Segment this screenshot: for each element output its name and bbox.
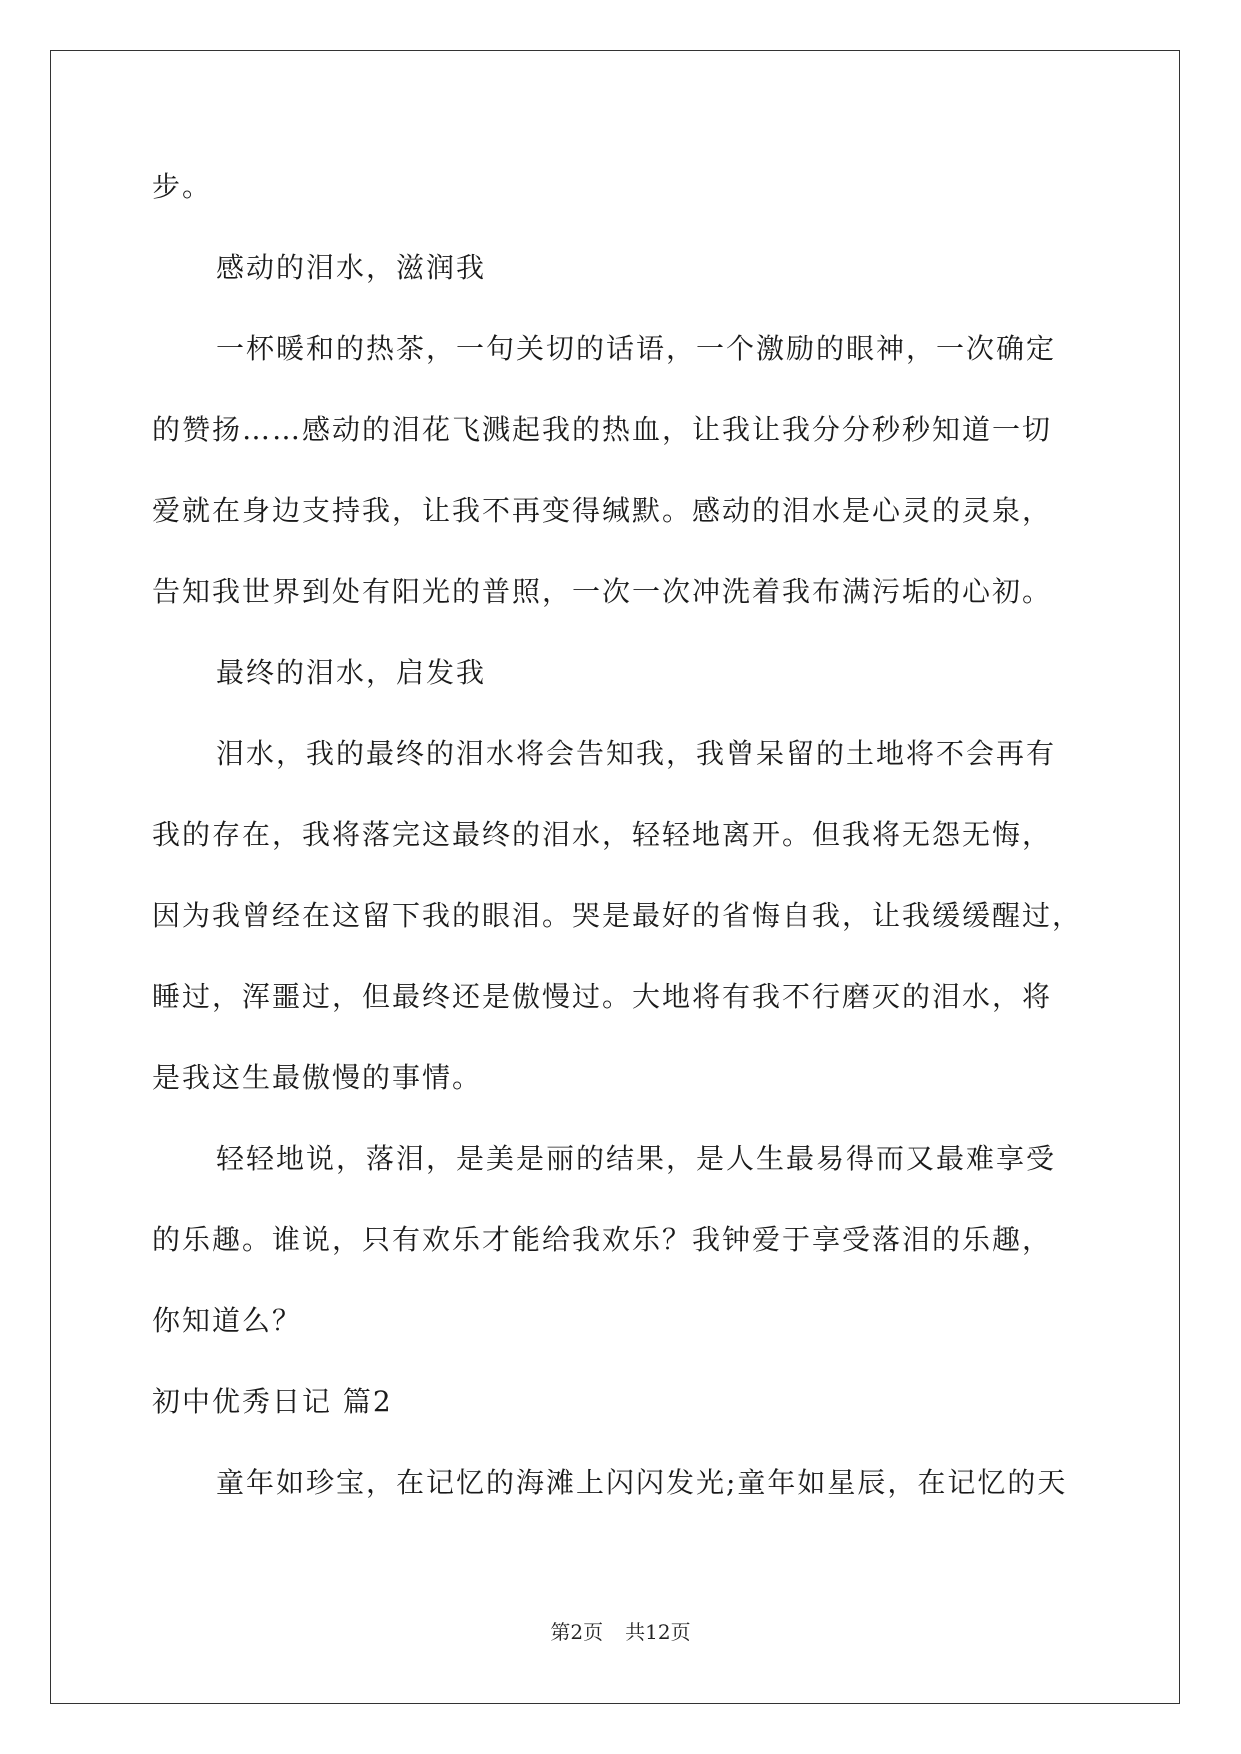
document-body <box>152 160 1092 1537</box>
text-line: 童年如珍宝，在记忆的海滩上闪闪发光;童年如星辰，在记忆的天 <box>216 1466 1068 1499</box>
text-line: 睡过，浑噩过，但最终还是傲慢过。大地将有我不行磨灭的泪水，将 <box>152 980 1053 1013</box>
section-heading: 感动的泪水，滋润我 <box>216 251 487 284</box>
text-line: 步。 <box>152 170 213 203</box>
page-number: 第2页 <box>550 1620 604 1644</box>
page-total: 共12页 <box>625 1620 691 1644</box>
article-title: 初中优秀日记 篇2 <box>152 1385 393 1418</box>
text-line: 泪水，我的最终的泪水将会告知我，我曾呆留的土地将不会再有 <box>216 737 1057 770</box>
text-line: 你知道么？ <box>152 1304 303 1337</box>
text-line: 是我这生最傲慢的事情。 <box>152 1061 483 1094</box>
page-footer <box>0 1616 1241 1645</box>
section-heading: 最终的泪水，启发我 <box>216 656 487 689</box>
text-line: 的乐趣。谁说，只有欢乐才能给我欢乐？我钟爱于享受落泪的乐趣， <box>152 1223 1053 1256</box>
text-line: 的赞扬……感动的泪花飞溅起我的热血，让我让我分分秒秒知道一切 <box>152 413 1053 446</box>
text-line: 我的存在，我将落完这最终的泪水，轻轻地离开。但我将无怨无悔， <box>152 818 1053 851</box>
text-line: 告知我世界到处有阳光的普照，一次一次冲洗着我布满污垢的心初。 <box>152 575 1053 608</box>
text-line: 因为我曾经在这留下我的眼泪。哭是最好的省悔自我，让我缓缓醒过， <box>152 899 1083 932</box>
text-line: 爱就在身边支持我，让我不再变得缄默。感动的泪水是心灵的灵泉， <box>152 494 1053 527</box>
text-line: 一杯暖和的热茶，一句关切的话语，一个激励的眼神，一次确定 <box>216 332 1057 365</box>
text-line: 轻轻地说，落泪，是美是丽的结果，是人生最易得而又最难享受 <box>216 1142 1057 1175</box>
